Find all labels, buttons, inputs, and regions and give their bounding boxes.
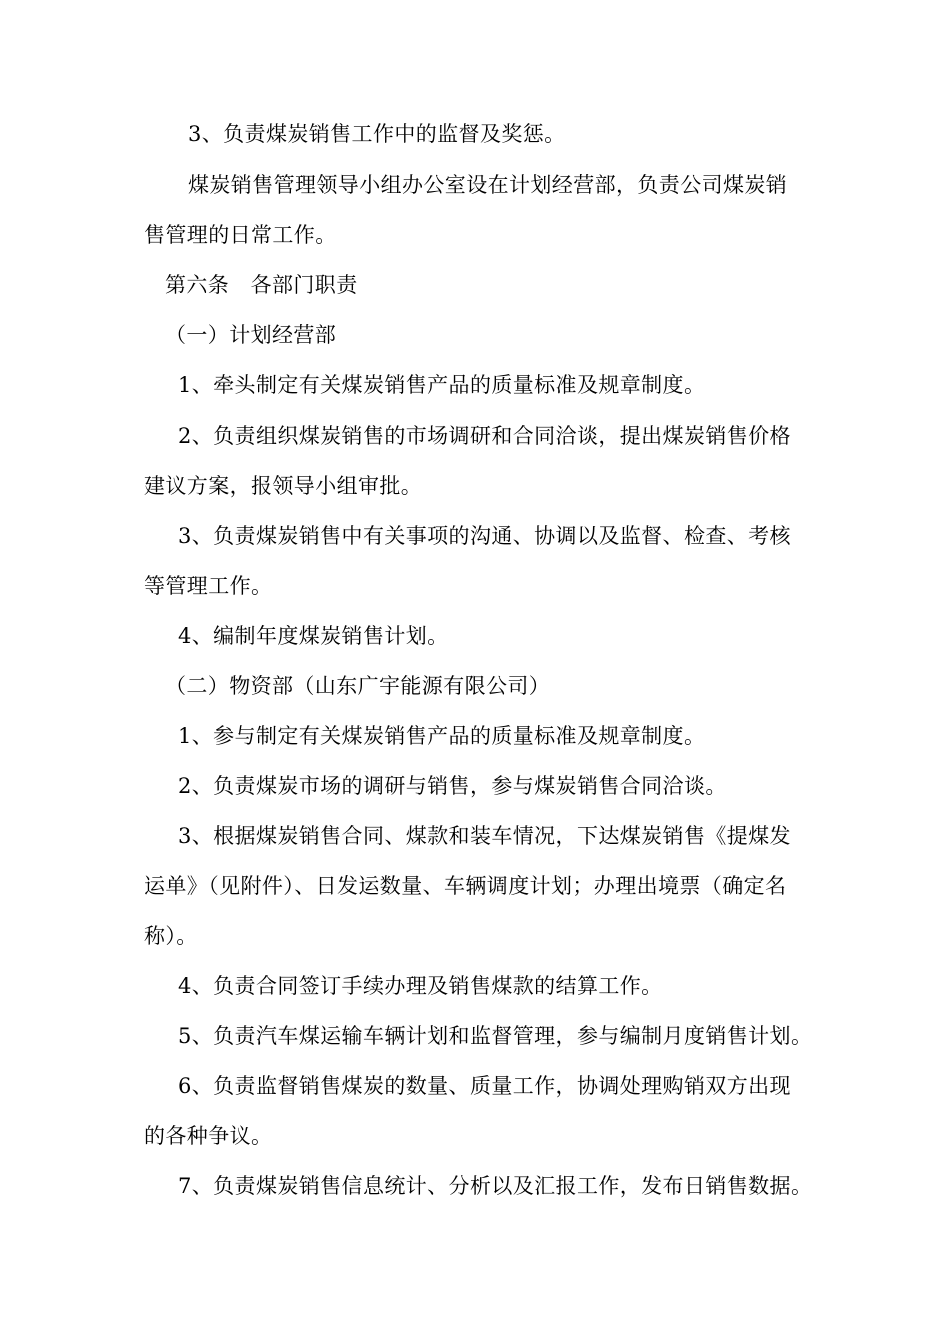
text-line: 售管理的日常工作。 <box>144 223 337 247</box>
text-line: 4、编制年度煤炭销售计划。 <box>178 624 449 648</box>
text-line: 6、负责监督销售煤炭的数量、质量工作，协调处理购销双方出现 <box>178 1074 791 1098</box>
text-line: 3、负责煤炭销售中有关事项的沟通、协调以及监督、检查、考核 <box>178 524 791 548</box>
text-line: 等管理工作。 <box>144 574 273 598</box>
subsection-heading: （二）物资部（山东广宇能源有限公司） <box>165 674 551 698</box>
text-line: 7、负责煤炭销售信息统计、分析以及汇报工作，发布日销售数据。 <box>178 1174 813 1198</box>
text-line: 建议方案，报领导小组审批。 <box>144 474 423 498</box>
text-line: 运单》（见附件）、日发运数量、车辆调度计划；办理出境票（确定名 <box>144 874 787 898</box>
section-heading: 第六条 各部门职责 <box>165 273 358 297</box>
text-line: 4、负责合同签订手续办理及销售煤款的结算工作。 <box>178 974 663 998</box>
text-line: 1、参与制定有关煤炭销售产品的质量标准及规章制度。 <box>178 724 706 748</box>
text-line: 3、负责煤炭销售工作中的监督及奖惩。 <box>188 122 566 146</box>
text-line: 5、负责汽车煤运输车辆计划和监督管理，参与编制月度销售计划。 <box>178 1024 813 1048</box>
text-line: 2、负责组织煤炭销售的市场调研和合同洽谈，提出煤炭销售价格 <box>178 424 791 448</box>
text-line: 煤炭销售管理领导小组办公室设在计划经营部，负责公司煤炭销 <box>188 173 788 197</box>
text-line: 的各种争议。 <box>144 1124 273 1148</box>
text-line: 3、根据煤炭销售合同、煤款和装车情况，下达煤炭销售《提煤发 <box>178 824 791 848</box>
subsection-heading: （一）计划经营部 <box>165 323 337 347</box>
text-line: 2、负责煤炭市场的调研与销售，参与煤炭销售合同洽谈。 <box>178 774 727 798</box>
text-line: 称）。 <box>144 924 198 948</box>
text-line: 1、牵头制定有关煤炭销售产品的质量标准及规章制度。 <box>178 373 706 397</box>
